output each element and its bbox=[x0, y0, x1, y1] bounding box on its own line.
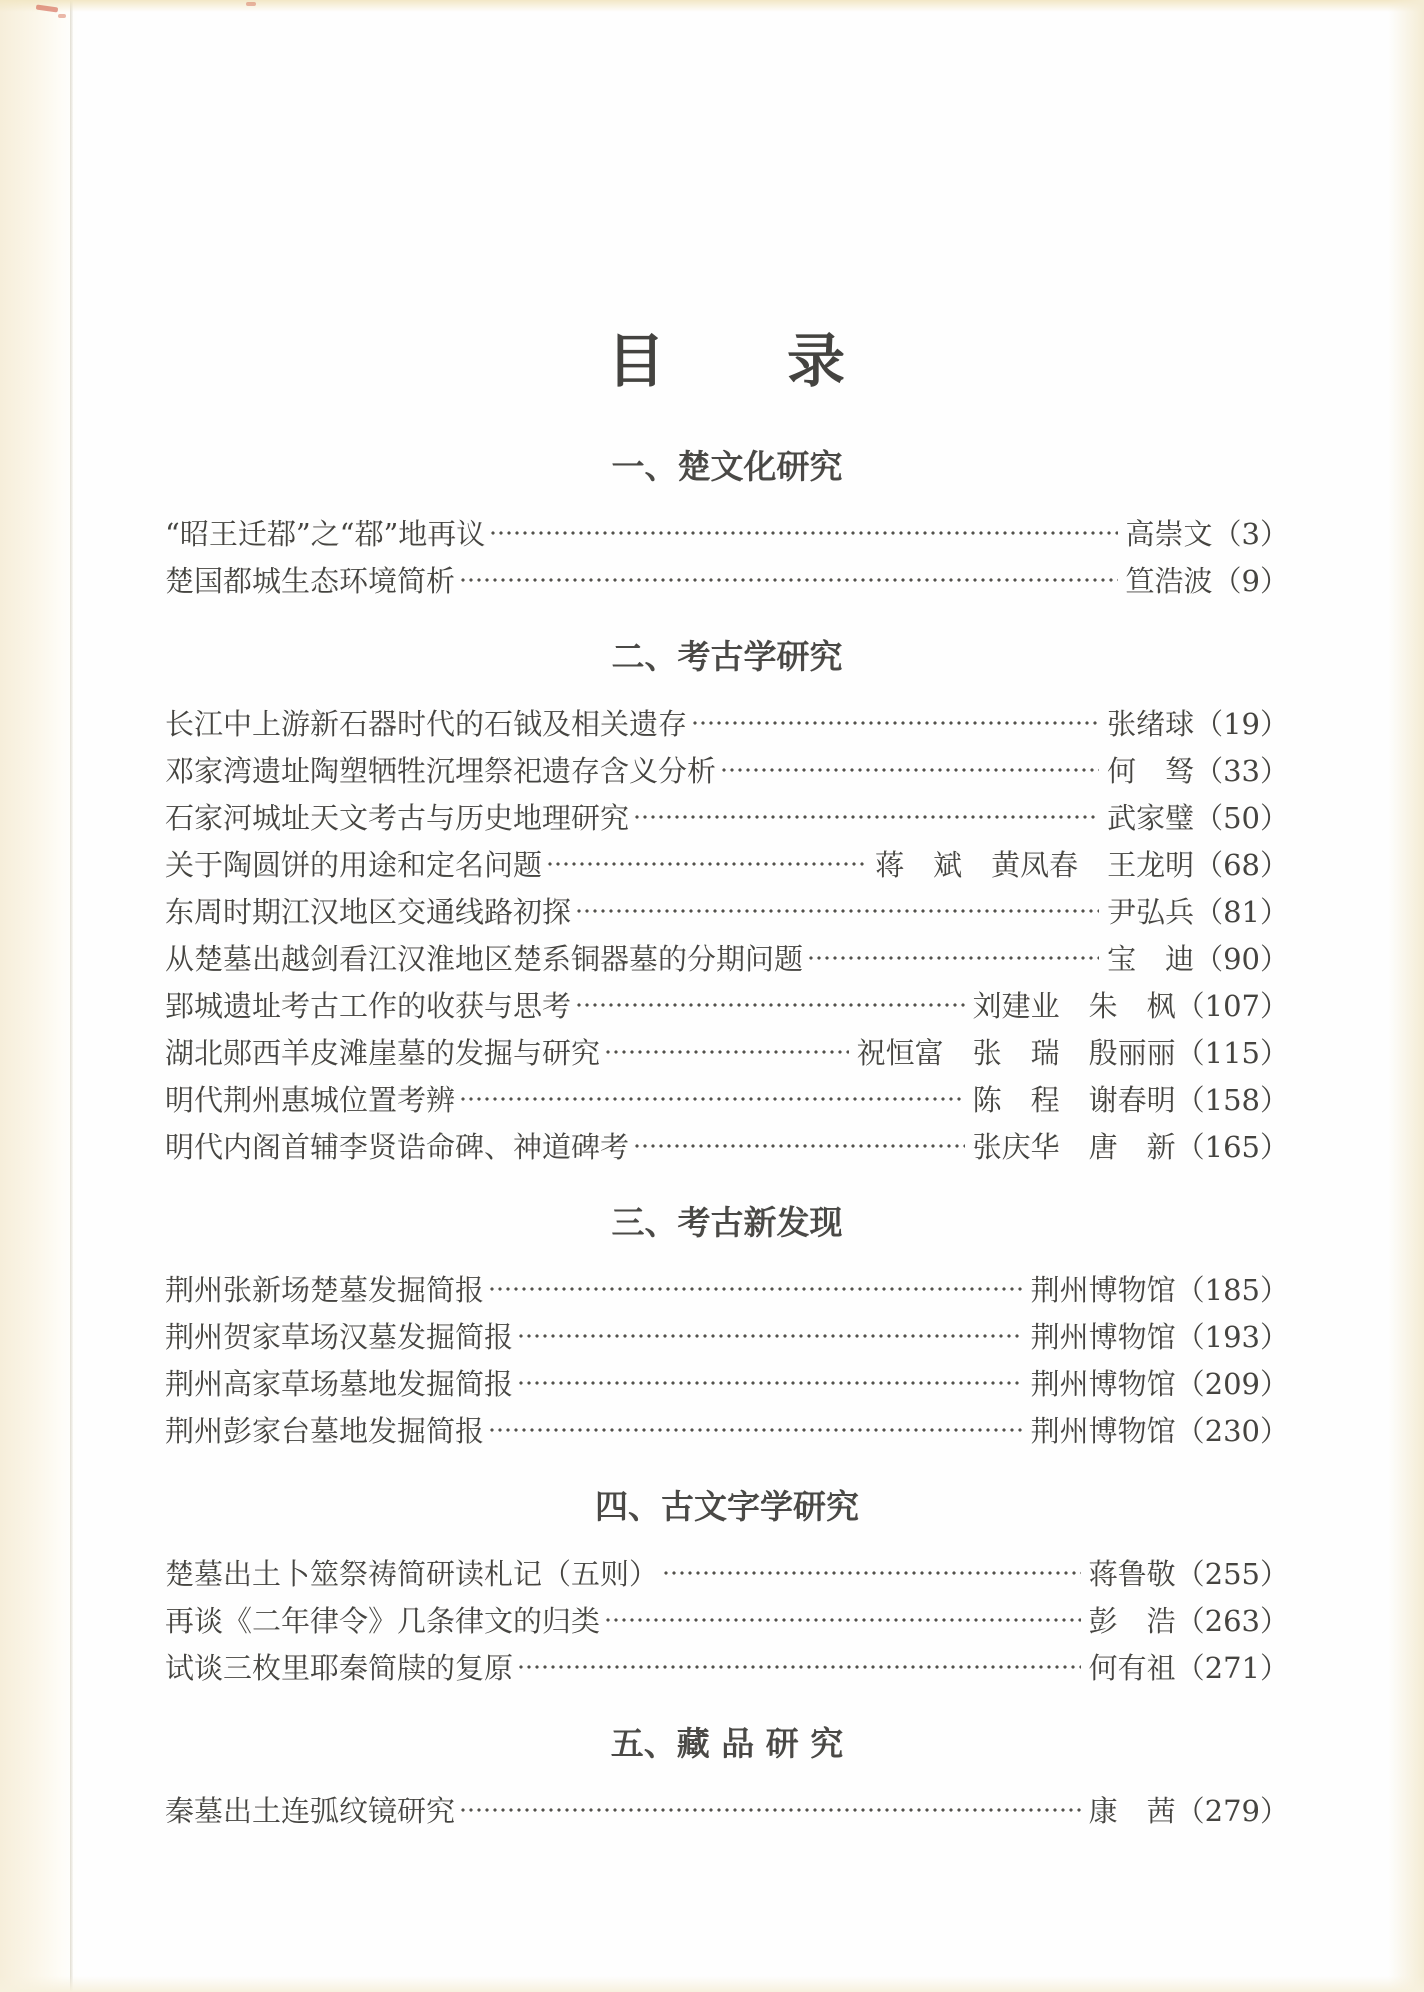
entry-authors: 陈 程 谢春明 bbox=[972, 1083, 1176, 1117]
dot-leader bbox=[546, 840, 867, 887]
toc-entry bbox=[165, 1122, 1289, 1169]
entry-title: 石家河城址天文考古与历史地理研究 bbox=[165, 801, 630, 835]
entry-title: 楚墓出土卜筮祭祷简研读札记（五则） bbox=[165, 1557, 659, 1591]
entry-title: 长江中上游新石器时代的石钺及相关遗存 bbox=[165, 707, 688, 741]
entry-page: （230） bbox=[1175, 1414, 1289, 1448]
entry-page: （209） bbox=[1175, 1367, 1289, 1401]
entry-page: （255） bbox=[1175, 1557, 1289, 1591]
entry-authors: 高崇文 bbox=[1125, 517, 1213, 551]
dot-leader bbox=[604, 1596, 1081, 1643]
toc-entry bbox=[165, 934, 1289, 981]
toc-section bbox=[165, 447, 1289, 603]
dot-leader bbox=[575, 887, 1099, 934]
entry-title: 再谈《二年律令》几条律文的归类 bbox=[165, 1604, 601, 1638]
entry-page: （33） bbox=[1194, 754, 1289, 788]
toc-entry bbox=[165, 746, 1289, 793]
dot-leader bbox=[517, 1359, 1023, 1406]
toc-sections bbox=[165, 447, 1289, 1833]
toc-entry bbox=[165, 1596, 1289, 1643]
entry-page: （158） bbox=[1175, 1083, 1289, 1117]
entry-title: 楚国都城生态环境简析 bbox=[165, 564, 456, 598]
dot-leader bbox=[459, 1786, 1081, 1833]
entry-authors: 武家璧 bbox=[1107, 801, 1195, 835]
toc-entry bbox=[165, 1786, 1289, 1833]
entry-page: （3） bbox=[1212, 517, 1289, 551]
toc-entry bbox=[165, 556, 1289, 603]
dot-leader bbox=[807, 934, 1099, 981]
page-title: 目 录 bbox=[606, 327, 847, 395]
dot-leader bbox=[720, 746, 1099, 793]
entry-authors: 蒋鲁敬 bbox=[1088, 1557, 1176, 1591]
toc-section bbox=[165, 1724, 1289, 1833]
entry-title: 邓家湾遗址陶塑牺牲沉埋祭祀遗存含义分析 bbox=[165, 754, 717, 788]
entry-title: 荆州彭家台墓地发掘简报 bbox=[165, 1414, 485, 1448]
dot-leader bbox=[459, 1075, 965, 1122]
dot-leader bbox=[488, 1265, 1023, 1312]
entry-title: 从楚墓出越剑看江汉淮地区楚系铜器墓的分期问题 bbox=[165, 942, 804, 976]
toc-entry bbox=[165, 509, 1289, 556]
entry-title: “昭王迁鄀”之“鄀”地再议 bbox=[165, 517, 486, 551]
section-heading: 三、考古新发现 bbox=[611, 1203, 843, 1242]
page-edge-bottom-tint bbox=[0, 1976, 1424, 1992]
toc-entry bbox=[165, 1359, 1289, 1406]
toc-entry bbox=[165, 1265, 1289, 1312]
entry-page: （19） bbox=[1194, 707, 1289, 741]
entry-page: （193） bbox=[1175, 1320, 1289, 1354]
entry-title: 秦墓出土连弧纹镜研究 bbox=[165, 1794, 456, 1828]
entry-title: 关于陶圆饼的用途和定名问题 bbox=[165, 848, 543, 882]
entry-authors: 何有祖 bbox=[1088, 1651, 1176, 1685]
section-heading: 一、楚文化研究 bbox=[611, 447, 843, 486]
entry-title: 试谈三枚里耶秦简牍的复原 bbox=[165, 1651, 514, 1685]
dot-leader bbox=[604, 1028, 849, 1075]
toc-entry bbox=[165, 699, 1289, 746]
entry-title: 郢城遗址考古工作的收获与思考 bbox=[165, 989, 572, 1023]
entry-authors: 荆州博物馆 bbox=[1030, 1320, 1176, 1354]
dot-leader bbox=[488, 1406, 1023, 1453]
toc-entry bbox=[165, 1312, 1289, 1359]
entry-page: （279） bbox=[1175, 1794, 1289, 1828]
page-crease-line bbox=[70, 0, 73, 1992]
entry-page: （165） bbox=[1175, 1130, 1289, 1164]
dot-leader bbox=[489, 509, 1117, 556]
entry-page: （263） bbox=[1175, 1604, 1289, 1638]
entry-authors: 何 驽 bbox=[1107, 754, 1195, 788]
entry-authors: 蒋 斌 黄凤春 王龙明 bbox=[875, 848, 1195, 882]
entry-authors: 康 茜 bbox=[1088, 1794, 1176, 1828]
entry-title: 荆州贺家草场汉墓发掘简报 bbox=[165, 1320, 514, 1354]
entry-title: 湖北郧西羊皮滩崖墓的发掘与研究 bbox=[165, 1036, 601, 1070]
section-heading: 五、藏 品 研 究 bbox=[610, 1724, 844, 1763]
toc-section bbox=[165, 637, 1289, 1169]
page-edge-right-tint bbox=[1388, 0, 1424, 1992]
entry-authors: 笪浩波 bbox=[1125, 564, 1213, 598]
entry-page: （90） bbox=[1194, 942, 1289, 976]
dot-leader bbox=[633, 793, 1099, 840]
dot-leader bbox=[662, 1549, 1081, 1596]
entry-title: 东周时期江汉地区交通线路初探 bbox=[165, 895, 572, 929]
entry-authors: 彭 浩 bbox=[1088, 1604, 1176, 1638]
dot-leader bbox=[517, 1312, 1023, 1359]
entry-page: （81） bbox=[1194, 895, 1289, 929]
entry-title: 荆州张新场楚墓发掘简报 bbox=[165, 1273, 485, 1307]
section-heading: 二、考古学研究 bbox=[611, 637, 843, 676]
toc-entry bbox=[165, 1643, 1289, 1690]
toc-entry bbox=[165, 840, 1289, 887]
entry-page: （115） bbox=[1175, 1036, 1289, 1070]
toc-section bbox=[165, 1203, 1289, 1453]
entry-page: （185） bbox=[1175, 1273, 1289, 1307]
section-heading: 四、古文字学研究 bbox=[595, 1487, 859, 1526]
entry-authors: 刘建业 朱 枫 bbox=[972, 989, 1176, 1023]
entry-authors: 荆州博物馆 bbox=[1030, 1273, 1176, 1307]
dot-leader bbox=[517, 1643, 1081, 1690]
dot-leader bbox=[575, 981, 965, 1028]
dot-leader bbox=[633, 1122, 965, 1169]
dot-leader bbox=[691, 699, 1099, 746]
toc-content bbox=[165, 0, 1289, 1833]
entry-authors: 荆州博物馆 bbox=[1030, 1414, 1176, 1448]
entry-authors: 尹弘兵 bbox=[1107, 895, 1195, 929]
toc-entry bbox=[165, 1028, 1289, 1075]
entry-title: 荆州高家草场墓地发掘简报 bbox=[165, 1367, 514, 1401]
entry-authors: 荆州博物馆 bbox=[1030, 1367, 1176, 1401]
entry-page: （107） bbox=[1175, 989, 1289, 1023]
entry-page: （68） bbox=[1194, 848, 1289, 882]
page-edge-left-tint bbox=[0, 0, 78, 1992]
entry-authors: 祝恒富 张 瑞 殷丽丽 bbox=[856, 1036, 1176, 1070]
entry-authors: 宝 迪 bbox=[1107, 942, 1195, 976]
entry-authors: 张庆华 唐 新 bbox=[972, 1130, 1176, 1164]
toc-entry bbox=[165, 1075, 1289, 1122]
toc-entry bbox=[165, 887, 1289, 934]
entry-authors: 张绪球 bbox=[1107, 707, 1195, 741]
toc-entry bbox=[165, 981, 1289, 1028]
toc-entry bbox=[165, 1406, 1289, 1453]
dot-leader bbox=[459, 556, 1118, 603]
entry-title: 明代荆州惠城位置考辨 bbox=[165, 1083, 456, 1117]
toc-section bbox=[165, 1487, 1289, 1690]
entry-page: （50） bbox=[1194, 801, 1289, 835]
entry-page: （9） bbox=[1212, 564, 1289, 598]
toc-entry bbox=[165, 793, 1289, 840]
entry-page: （271） bbox=[1175, 1651, 1289, 1685]
entry-title: 明代内阁首辅李贤诰命碑、神道碑考 bbox=[165, 1130, 630, 1164]
scan-artifact-speck bbox=[58, 14, 66, 18]
toc-entry bbox=[165, 1549, 1289, 1596]
